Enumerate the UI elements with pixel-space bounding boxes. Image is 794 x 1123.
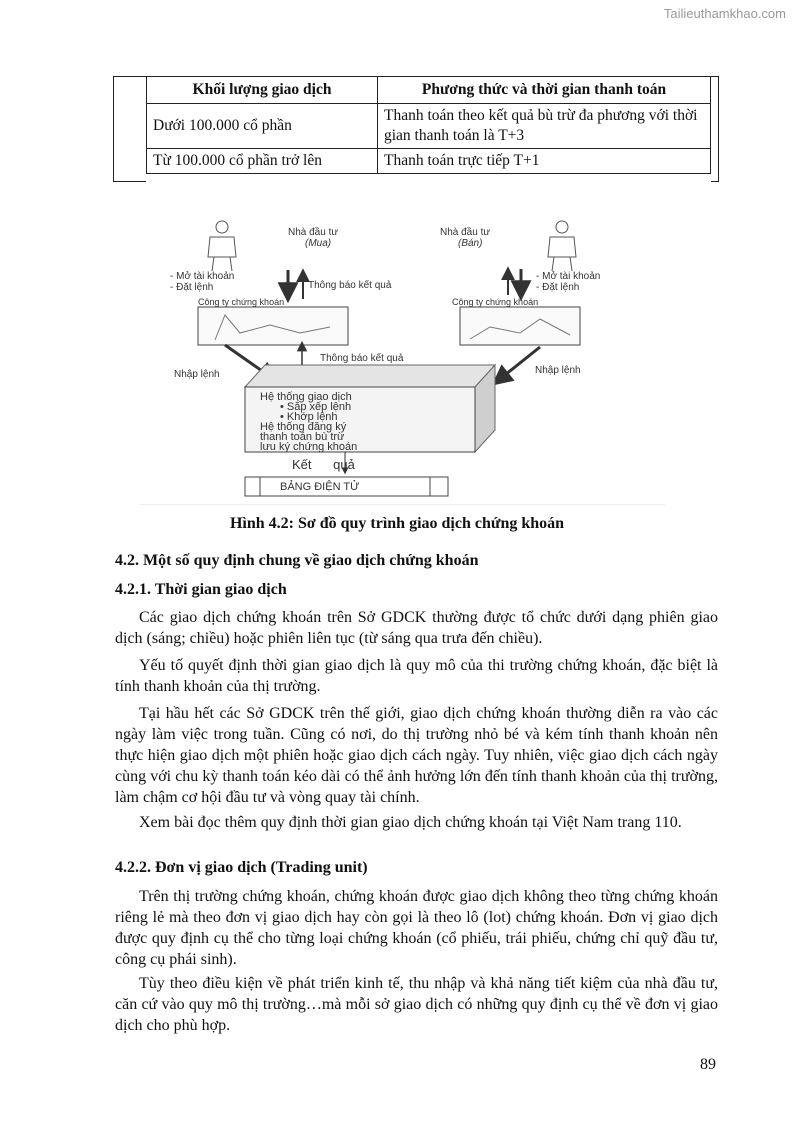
buyer-label: Nhà đầu tư [288,227,339,238]
system-line-3: • Khớp lệnh [280,411,338,423]
input-arrow-right [495,347,540,383]
seller-label: Nhà đầu tư [440,227,491,238]
table-cell: Thanh toán theo kết quả bù trừ đa phương với thời gian thanh toán là T+3 [378,104,711,149]
system-line-5: thanh toán bù trừ [260,431,345,443]
table-cell: Thanh toán trực tiếp T+1 [378,149,711,174]
table-cell: Dưới 100.000 cổ phần [147,104,378,149]
table-row [147,104,711,149]
system-line-6: lưu ký chứng khoán [260,441,358,453]
table-cell: Từ 100.000 cổ phần trở lên [147,149,378,174]
right-action-1: - Mở tài khoản [536,271,601,282]
system-line-1: Hệ thống giao dịch [260,391,352,403]
table-header-row [147,77,711,104]
page-number: 89 [700,1056,716,1073]
buyer-investor-icon [208,221,236,271]
system-line-4: Hệ thống đăng ký [260,421,347,433]
broker-right-label: Công ty chứng khoán [452,297,539,307]
paragraph: Yếu tố quyết định thời gian giao dịch là quy mô của thi trường chứng khoán, đặc biệt là tính thanh khoản của thị trường. [115,657,718,695]
watermark: Tailieuthamkhao.com [663,6,786,21]
buyer-role: (Mua) [305,238,332,249]
left-action-1: - Mở tài khoản [170,271,235,282]
subsection-heading-trading-time: 4.2.1. Thời gian giao dịch [115,581,287,598]
result-label: Kết quả [292,457,355,472]
electronic-board-label: BẢNG ĐIỆN TỬ [280,481,360,493]
input-right-label: Nhập lệnh [535,365,581,376]
header-volume: Khối lượng giao dịch [147,77,378,104]
table-row [147,149,711,174]
notify-middle-label: Thông báo kết quả [320,353,404,364]
seller-role: (Bán) [458,238,483,249]
paragraph: Tùy theo điều kiện về phát triển kinh tế, thu nhập và khả năng tiết kiệm của nhà đầu tư, căn cứ vào quy mô thị trường…mà mỗi sở giao dịch có những quy định cụ thể về đơn vị giao dịch cho phù hợp. [115,975,718,1034]
system-line-2: • Sắp xếp lệnh [280,401,352,413]
paragraph: Trên thị trường chứng khoán, chứng khoán được giao dịch không theo từng chứng khoán riêng lẻ mà theo đơn vị giao dịch hay còn gọi là theo lô (lot) chứng khoán. Đơn vị giao dịch được quy định cụ thể cho từng loại chứng khoán (cổ phiếu, trái phiếu, chứng chỉ quỹ đầu tư, công cụ phái sinh). [115,888,718,968]
table-left-margin-cell [113,76,146,182]
right-action-2: - Đặt lệnh [536,282,580,293]
system-box-top [245,365,495,387]
figure-caption: Hình 4.2: Sơ đồ quy trình giao dịch chứng khoán [229,515,565,532]
paragraph: Các giao dịch chứng khoán trên Sở GDCK thường được tổ chức dưới dạng phiên giao dịch (sáng; chiều) hoặc phiên liên tục (từ sáng qua trưa đến chiều). [115,609,718,647]
broker-left-label: Công ty chứng khoán [198,297,285,307]
trading-process-diagram [140,215,665,505]
settlement-table-wrapper [113,76,719,182]
notify-top-label: Thông báo kết quả [308,280,392,291]
table-right-margin-cell [711,76,719,182]
broker-right-box [460,307,580,345]
header-payment-method: Phương thức và thời gian thanh toán [378,77,711,104]
left-action-2: - Đặt lệnh [170,282,214,293]
paragraph: Xem bài đọc thêm quy định thời gian giao dịch chứng khoán tại Việt Nam trang 110. [139,814,682,831]
seller-investor-icon [548,221,576,271]
paragraph: Tại hầu hết các Sở GDCK trên thế giới, giao dịch chứng khoán thường diễn ra vào các ngày làm việc trong tuần. Cũng có nơi, do thị trường nhỏ bé và kém tính thanh khoản nên thực hiện giao dịch một phiên hoặc giao dịch cách ngày. Tuy nhiên, việc giao dịch cách ngày cùng với chu kỳ thanh toán kéo dài có thể ảnh hưởng lớn đến tính thanh khoản của thị trường, làm chậm cơ hội đầu tư và vòng quay tài chính. [115,705,718,806]
subsection-heading-trading-unit: 4.2.2. Đơn vị giao dịch (Trading unit) [115,859,368,876]
input-left-label: Nhập lệnh [174,369,220,380]
settlement-table [146,76,711,174]
section-heading: 4.2. Một số quy định chung về giao dịch chứng khoán [115,552,479,569]
